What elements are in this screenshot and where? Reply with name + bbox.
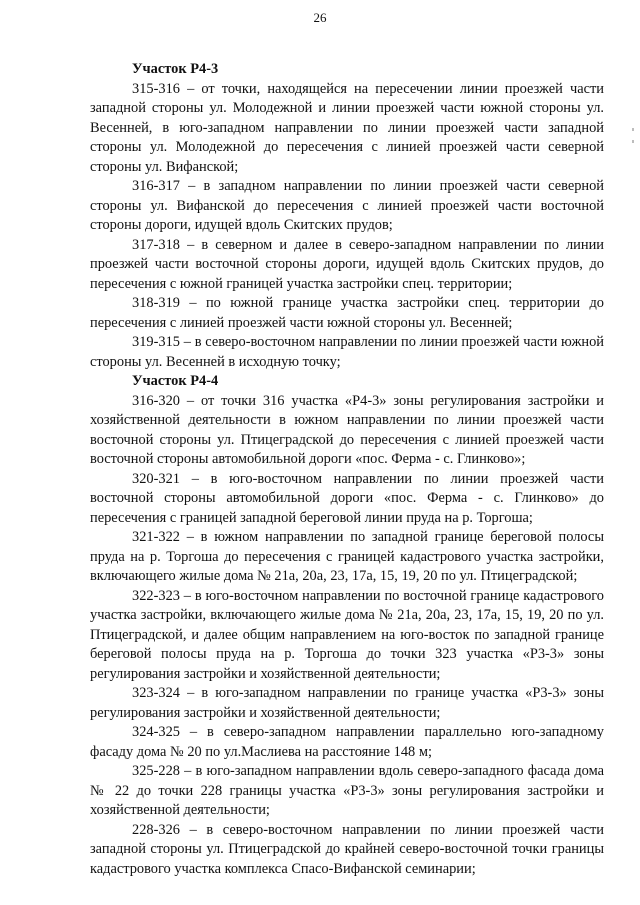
boundary-paragraph: 315-316 – от точки, находящейся на пересечении линии проезжей части западной стороны ул. Молодежной и линии проезжей части южной стороны ул. Весенней, в юго-западном направлении по линии проезжей части западной стороны ул. Молодежной до пересечения с линией проезжей части северной стороны ул. Вифанской; [90,80,604,175]
section-heading: Участок Р4-4 [132,373,219,389]
boundary-paragraph: 321-322 – в южном направлении по западной границе береговой полосы пруда на р. Торгоша до пересечения с границей кадастрового участка застройки, включающего жилые дома № 21а, 20а, 23, 17а, 15, 19, 20 по ул. Птицеградской; [90,529,604,584]
boundary-paragraph: 317-318 – в северном и далее в северо-западном направлении по линии проезжей части восточной стороны дороги, идущей вдоль Скитских прудов, до пересечения с южной границей участка застройки спец. территории; [90,236,604,292]
boundary-paragraph: 319-315 – в северо-восточном направлении по линии проезжей части южной стороны ул. Весенней в исходную точку; [90,334,604,370]
page-number: 26 [313,10,327,25]
boundary-paragraph: 323-324 – в юго-западном направлении по границе участка «Р3-3» зоны регулирования застройки и хозяйственной деятельности; [90,685,604,721]
boundary-paragraph: 320-321 – в юго-восточном направлении по линии проезжей части восточной стороны автомобильной дороги «пос. Ферма - с. Глинково» до пересечения с границей западной береговой линии пруда на р. Торгоша; [90,470,604,526]
section-heading: Участок Р4-3 [132,61,219,77]
boundary-paragraph: 324-325 – в северо-западном направлении параллельно юго-западному фасаду дома № 20 по ул.Маслиева на расстояние 148 м; [90,724,604,760]
boundary-paragraph: 316-317 – в западном направлении по линии проезжей части северной стороны ул. Вифанской до пересечения с линией проезжей части восточной стороны дороги, идущей вдоль Скитских прудов; [90,178,604,233]
boundary-paragraph: 316-320 – от точки 316 участка «Р4-3» зоны регулирования застройки и хозяйственной деятельности в южном направлении по линии проезжей части восточной стороны ул. Птицеградской до пересечения с линией проезжей части восточной стороны автомобильной дороги «пос. Ферма - с. Глинково»; [90,392,604,467]
document-body [90,60,604,879]
boundary-paragraph: 322-323 – в юго-восточном направлении по восточной границе кадастрового участка застройки, включающего жилые дома № 21а, 20а, 23, 17а, 15, 19, 20 по ул. Птицеградской, и далее общим направлением на юго-восток по западной границе береговой полосы пруда на р. Торгоша до точки 323 участка «Р3-3» зоны регулирования застройки и хозяйственной деятельности; [90,587,604,682]
scan-margin-mark [632,140,634,143]
boundary-paragraph: 318-319 – по южной границе участка застройки спец. территории до пересечения с линией проезжей части южной стороны ул. Весенней; [90,295,604,331]
boundary-paragraph: 228-326 – в северо-восточном направлении по линии проезжей части западной стороны ул. Птицеградской до крайней северо-восточной точки границы кадастрового участка комплекса Спасо-Вифанской семинарии; [90,821,604,877]
scan-margin-mark [632,128,634,131]
boundary-paragraph: 325-228 – в юго-западном направлении вдоль северо-западного фасада дома № 22 до точки 228 границы участка «Р3-3» зоны регулирования застройки и хозяйственной деятельности; [90,763,604,818]
